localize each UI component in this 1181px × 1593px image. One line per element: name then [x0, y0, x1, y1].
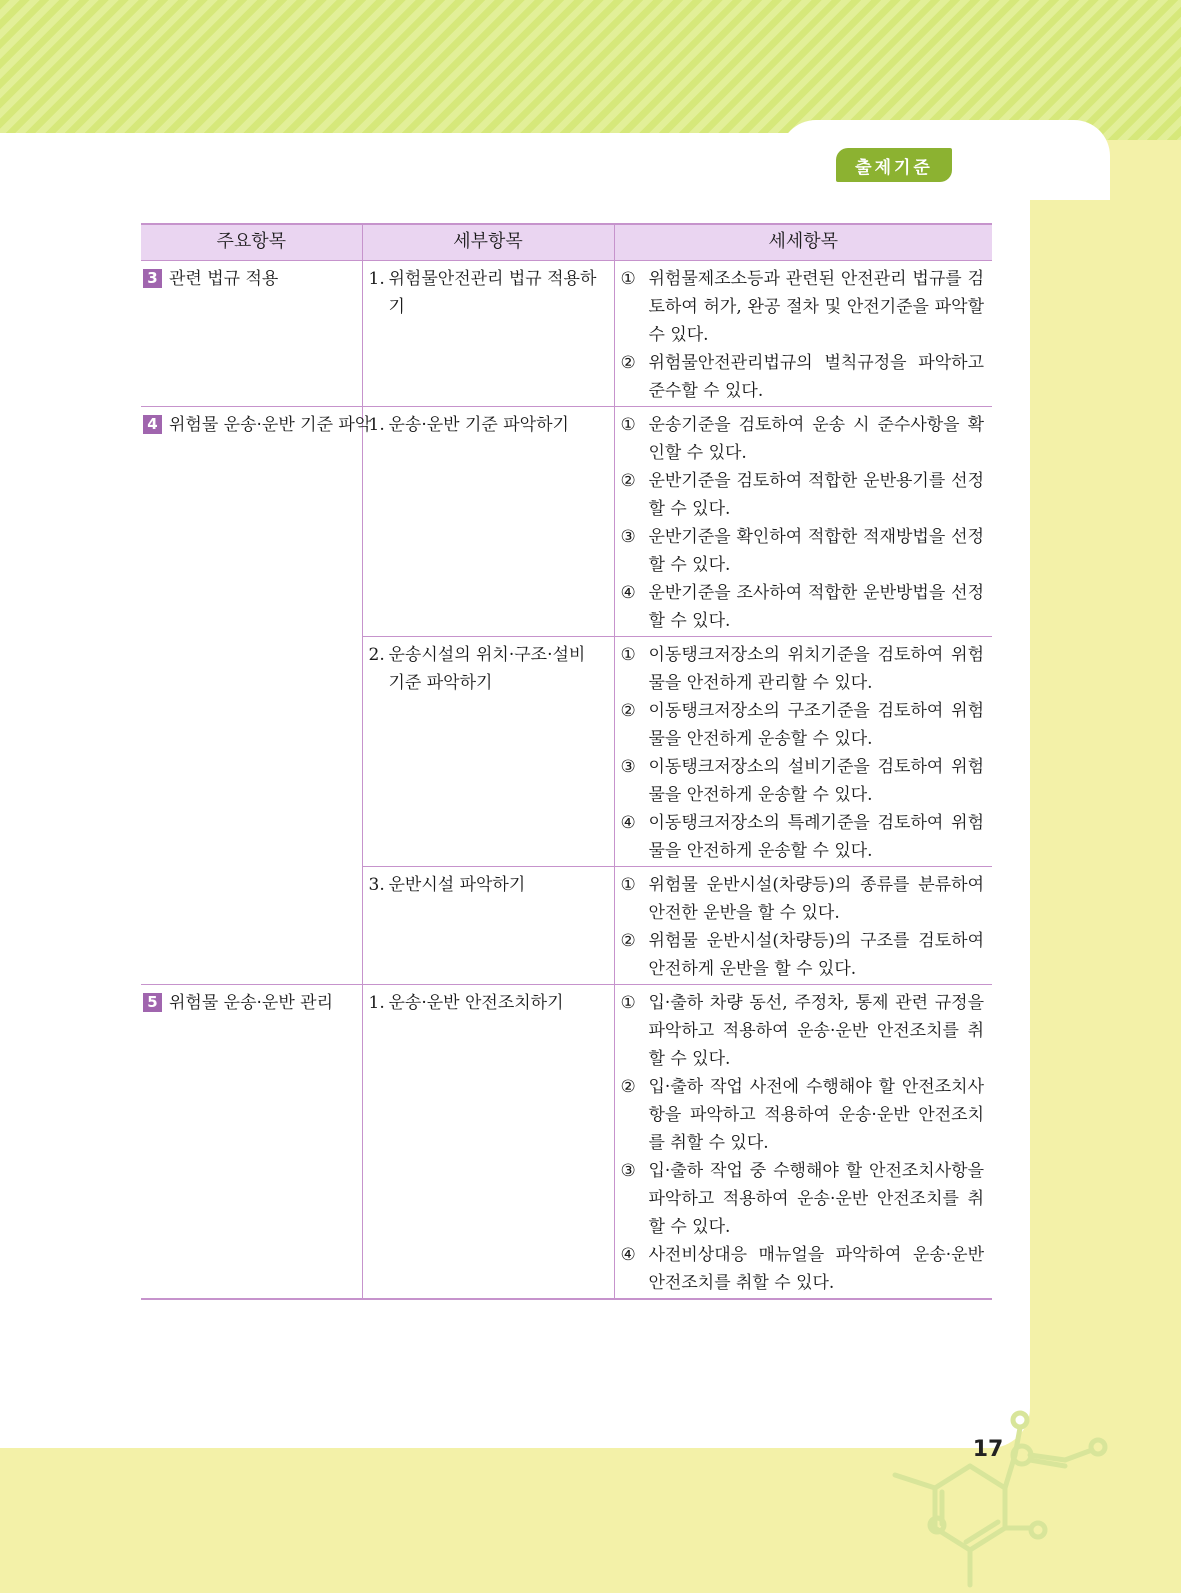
main-item-label [143, 993, 333, 1013]
main-item-label [143, 415, 371, 435]
detail-item [621, 1073, 985, 1157]
detail-item [621, 467, 985, 523]
detail-item-text: 이동탱크저장소의 구조기준을 검토하여 위험물을 안전하게 운송할 수 있다. [648, 700, 984, 749]
sub-item-number: 3. [368, 874, 385, 895]
header-sub-item: 세부항목 [362, 224, 614, 260]
detail-item [621, 641, 985, 697]
detail-item-text: 운반기준을 검토하여 적합한 운반용기를 선정할 수 있다. [648, 470, 984, 519]
main-item-cell [141, 984, 362, 1299]
main-item-number-badge: 3 [143, 269, 162, 288]
detail-item [621, 753, 985, 809]
sub-item [369, 641, 606, 697]
detail-item-marker: ② [620, 930, 636, 951]
detail-item-marker: ① [620, 644, 636, 665]
detail-item-cell [614, 636, 992, 866]
detail-item [621, 927, 985, 983]
detail-item-marker: ② [620, 470, 636, 491]
sub-item-cell [362, 866, 614, 984]
sub-item-cell [362, 406, 614, 636]
main-item-cell [141, 406, 372, 984]
detail-item-marker: ④ [620, 812, 636, 833]
sub-item-cell [362, 984, 614, 1299]
main-item-text: 위험물 운송·운반 관리 [169, 992, 334, 1013]
sub-item [369, 871, 606, 899]
criteria-table [141, 223, 992, 1300]
sub-item-number: 1. [368, 414, 385, 435]
detail-item [621, 523, 985, 579]
detail-item-cell [614, 866, 992, 984]
table-row [141, 406, 992, 636]
detail-item-text: 운송기준을 검토하여 운송 시 준수사항을 확인할 수 있다. [648, 414, 984, 463]
detail-item-marker: ① [620, 268, 636, 289]
detail-item-marker: ② [620, 700, 636, 721]
detail-item [621, 1241, 985, 1297]
detail-item [621, 871, 985, 927]
sub-item-cell [362, 636, 614, 866]
detail-item [621, 809, 985, 865]
main-item-number-badge: 4 [143, 415, 162, 434]
main-item-label [143, 269, 278, 289]
page-number: 17 [972, 1437, 1004, 1462]
sub-item-number: 1. [368, 992, 385, 1013]
table-header-row [141, 224, 992, 260]
detail-item-marker: ② [620, 352, 636, 373]
detail-item-text: 운반기준을 확인하여 적합한 적재방법을 선정할 수 있다. [648, 526, 984, 575]
detail-item [621, 411, 985, 467]
detail-item-cell [614, 260, 992, 406]
detail-item-text: 사전비상대응 매뉴얼을 파악하여 운송·운반 안전조치를 취할 수 있다. [648, 1244, 984, 1293]
header-main-item: 주요항목 [141, 224, 362, 260]
detail-item-text: 위험물 운반시설(차량등)의 종류를 분류하여 안전한 운반을 할 수 있다. [648, 874, 984, 923]
detail-item [621, 989, 985, 1073]
detail-item-text: 위험물 운반시설(차량등)의 구조를 검토하여 안전하게 운반을 할 수 있다. [648, 930, 984, 979]
detail-item-text: 입·출하 작업 사전에 수행해야 할 안전조치사항을 파악하고 적용하여 운송·운반 안전조치를 취할 수 있다. [648, 1076, 984, 1153]
detail-item-text: 이동탱크저장소의 설비기준을 검토하여 위험물을 안전하게 운송할 수 있다. [648, 756, 984, 805]
table-row [141, 984, 992, 1299]
sub-item-title: 운송·운반 안전조치하기 [388, 992, 564, 1013]
sub-item [369, 265, 606, 321]
detail-item [621, 697, 985, 753]
detail-item-marker: ① [620, 992, 636, 1013]
detail-item [621, 579, 985, 635]
detail-item-marker: ③ [620, 1160, 636, 1181]
sub-item-title: 운송시설의 위치·구조·설비 기준 파악하기 [388, 644, 586, 693]
detail-item-marker: ① [620, 414, 636, 435]
header-detail-item: 세세항목 [614, 224, 992, 260]
sub-item-number: 1. [368, 268, 385, 289]
sub-item-cell [362, 260, 614, 406]
main-item-cell [141, 260, 362, 406]
detail-item [621, 265, 985, 349]
detail-item-text: 운반기준을 조사하여 적합한 운반방법을 선정할 수 있다. [648, 582, 984, 631]
detail-item-text: 이동탱크저장소의 특례기준을 검토하여 위험물을 안전하게 운송할 수 있다. [648, 812, 984, 861]
detail-item-marker: ④ [620, 1244, 636, 1265]
sub-item [369, 989, 606, 1017]
detail-item-marker: ④ [620, 582, 636, 603]
sub-item-title: 운반시설 파악하기 [388, 874, 526, 895]
section-tab: 출제기준 [836, 148, 952, 182]
detail-item-marker: ③ [620, 526, 636, 547]
main-item-number-badge: 5 [143, 993, 162, 1012]
detail-item-text: 입·출하 작업 중 수행해야 할 안전조치사항을 파악하고 적용하여 운송·운반 안전조치를 취할 수 있다. [648, 1160, 984, 1237]
detail-item [621, 349, 985, 405]
main-item-text: 위험물 운송·운반 기준 파악 [169, 414, 372, 435]
main-item-text: 관련 법규 적용 [169, 268, 279, 289]
detail-item-text: 위험물제조소등과 관련된 안전관리 법규를 검토하여 허가, 완공 절차 및 안전기준을 파악할 수 있다. [648, 268, 984, 345]
table-row [141, 260, 992, 406]
detail-item-marker: ③ [620, 756, 636, 777]
detail-item-cell [614, 984, 992, 1299]
sub-item-title: 운송·운반 기준 파악하기 [388, 414, 569, 435]
detail-item-text: 위험물안전관리법규의 벌칙규정을 파악하고 준수할 수 있다. [648, 352, 984, 401]
sub-item [369, 411, 606, 439]
detail-item-text: 입·출하 차량 동선, 주정차, 통제 관련 규정을 파악하고 적용하여 운송·운반 안전조치를 취할 수 있다. [648, 992, 984, 1069]
detail-item [621, 1157, 985, 1241]
detail-item-cell [614, 406, 992, 636]
sub-item-title: 위험물안전관리 법규 적용하기 [388, 268, 597, 317]
detail-item-marker: ① [620, 874, 636, 895]
top-hatched-band [0, 0, 1181, 140]
detail-item-text: 이동탱크저장소의 위치기준을 검토하여 위험물을 안전하게 관리할 수 있다. [648, 644, 984, 693]
molecule-decoration-icon [880, 1400, 1140, 1590]
sub-item-number: 2. [368, 644, 385, 665]
detail-item-marker: ② [620, 1076, 636, 1097]
